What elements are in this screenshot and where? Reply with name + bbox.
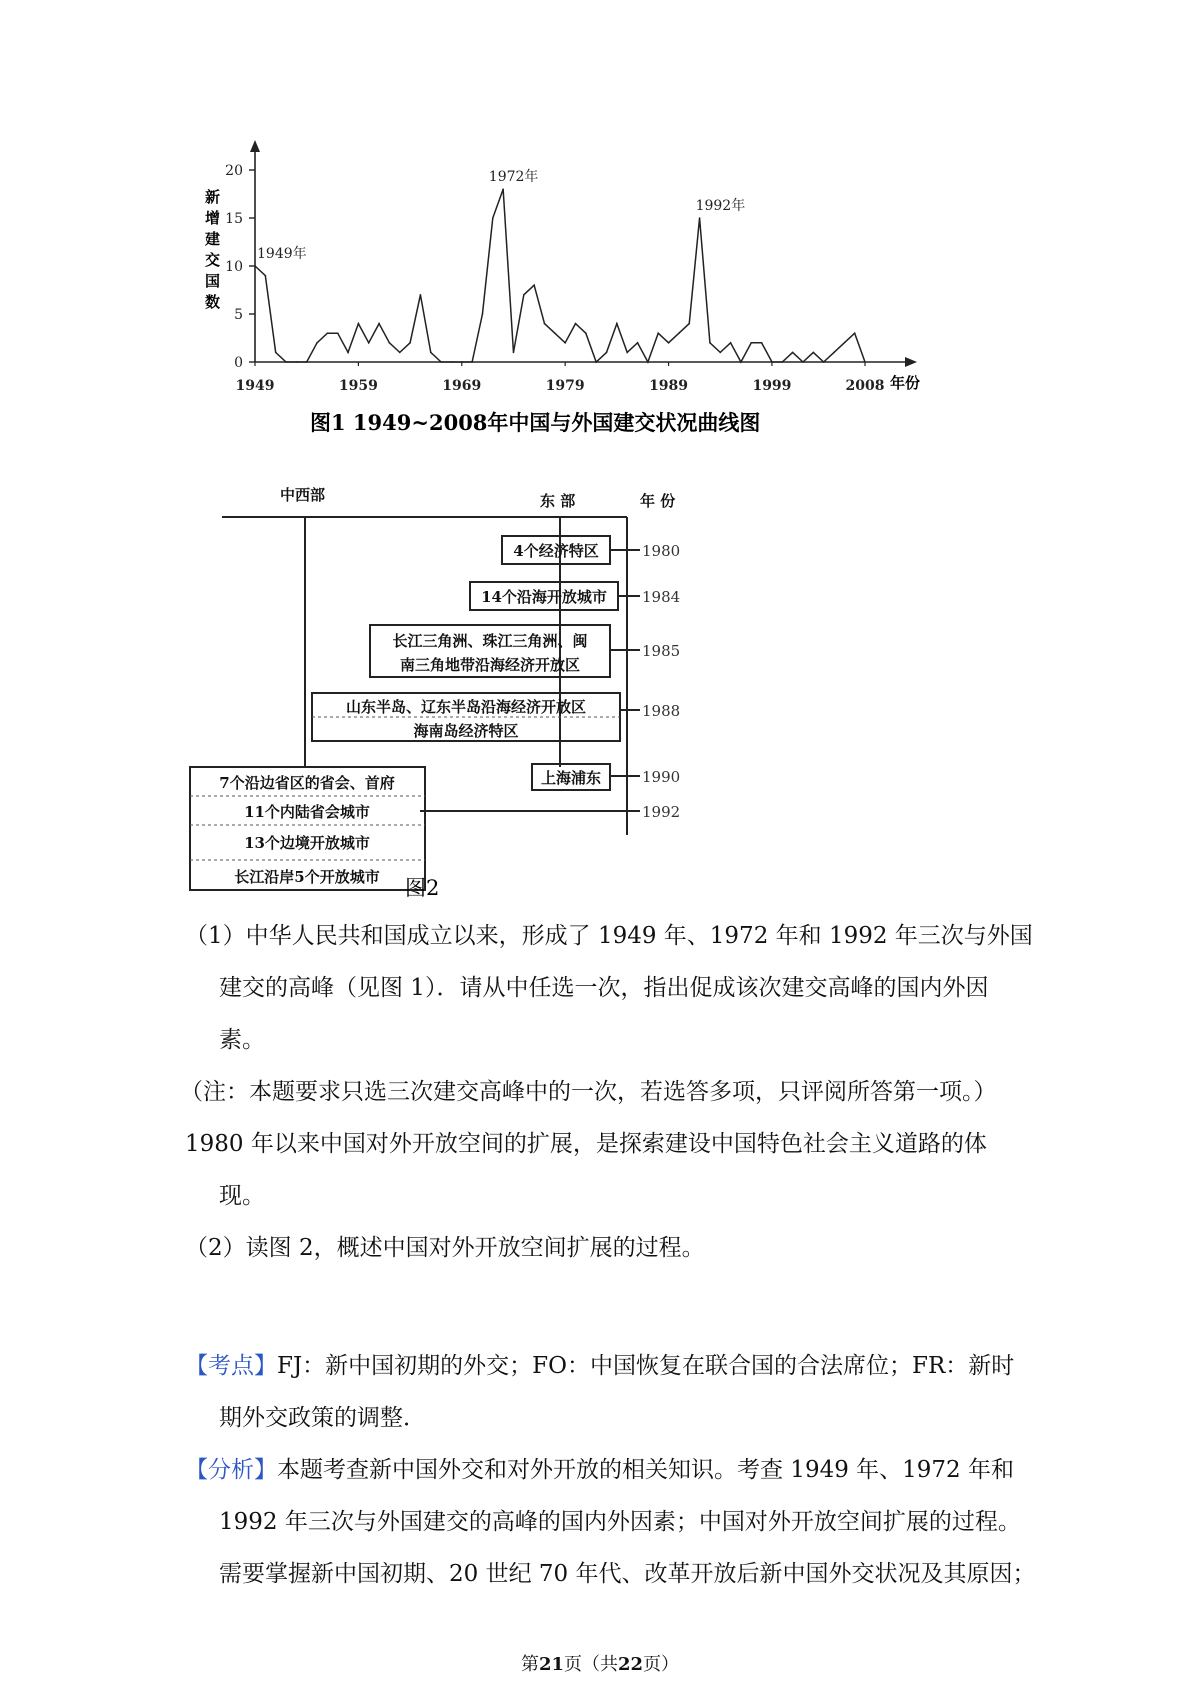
- text-line: （2）读图 2，概述中国对外开放空间扩展的过程。: [185, 1235, 705, 1261]
- data-point: [389, 342, 391, 344]
- kaodian-section: [185, 1340, 1025, 1444]
- data-point: [254, 265, 256, 267]
- west-box-text: 长江沿岸5个开放城市: [234, 868, 380, 886]
- data-point: [688, 323, 690, 325]
- data-point: [533, 284, 535, 286]
- data-point: [699, 217, 701, 219]
- east-box-text: 14个沿海开放城市: [481, 588, 607, 606]
- y-tick-label: 15: [225, 211, 243, 227]
- page-total: 22: [618, 1654, 644, 1675]
- west-box-text: 11个内陆省会城市: [244, 803, 370, 821]
- chart-axes: [250, 140, 917, 367]
- data-point: [296, 361, 298, 363]
- year-label: 1984: [642, 588, 681, 606]
- data-point: [802, 361, 804, 363]
- series-line: [255, 189, 865, 362]
- year-label: 1990: [642, 768, 681, 786]
- data-point: [564, 342, 566, 344]
- data-point: [844, 342, 846, 344]
- text-line: FJ：新中国初期的外交；FO：中国恢复在联合国的合法席位；FR：新时: [277, 1353, 1015, 1379]
- data-point: [864, 361, 866, 363]
- east-box-text: 山东半岛、辽东半岛沿海经济开放区: [345, 698, 587, 716]
- data-point: [771, 361, 773, 363]
- x-tick-label: 1999: [752, 378, 792, 394]
- text-line: 期外交政策的调整．: [219, 1405, 426, 1431]
- data-point: [678, 332, 680, 334]
- data-point: [492, 217, 494, 219]
- data-point: [523, 294, 525, 296]
- column-header-east: 东 部: [540, 492, 576, 510]
- data-point: [451, 361, 453, 363]
- data-point: [420, 294, 422, 296]
- data-point: [750, 342, 752, 344]
- data-point: [709, 342, 711, 344]
- data-point: [513, 352, 515, 354]
- text-line: 现。: [219, 1183, 265, 1209]
- data-point: [285, 361, 287, 363]
- text-line: 建交的高峰（见图 1）．请从中任选一次，指出促成该次建交高峰的国内外因: [219, 975, 989, 1001]
- text-line: （注：本题要求只选三次建交高峰中的一次，若选答多项，只评阅所答第一项。）: [180, 1079, 997, 1105]
- question-1: [185, 910, 1033, 1066]
- year-label: 1985: [642, 642, 681, 660]
- fenxi-tag: 【分析】: [185, 1457, 277, 1483]
- data-point: [657, 332, 659, 334]
- fenxi-section: [185, 1444, 1036, 1600]
- data-point: [668, 342, 670, 344]
- footer-text: 页（共: [564, 1654, 618, 1675]
- data-point: [275, 352, 277, 354]
- data-point: [430, 352, 432, 354]
- x-tick-label: 1959: [338, 378, 378, 394]
- data-point: [544, 323, 546, 325]
- text-line: 本题考查新中国外交和对外开放的相关知识。考查 1949 年、1972 年和: [277, 1457, 1014, 1483]
- x-tick-label: 1949: [235, 378, 275, 394]
- data-point: [265, 275, 267, 277]
- text-line: （1）中华人民共和国成立以来，形成了 1949 年、1972 年和 1992 年三次与外国: [185, 923, 1033, 949]
- data-point: [482, 313, 484, 315]
- note: [180, 1066, 1020, 1118]
- data-point: [399, 352, 401, 354]
- data-point: [440, 361, 442, 363]
- peak-annotation: 1949年: [257, 246, 307, 262]
- data-point: [347, 352, 349, 354]
- data-point: [575, 323, 577, 325]
- data-point: [378, 323, 380, 325]
- kaodian-tag: 【考点】: [185, 1353, 277, 1379]
- y-tick-label: 20: [225, 163, 243, 179]
- x-axis-unit: 年份: [890, 374, 921, 392]
- y-axis-label: 新增建交国数: [205, 188, 221, 311]
- data-point: [626, 352, 628, 354]
- chart-annotations: [257, 168, 745, 262]
- data-point: [358, 323, 360, 325]
- peak-annotation: 1972年: [488, 169, 539, 186]
- data-point: [719, 352, 721, 354]
- data-point: [306, 361, 308, 363]
- footer-text: 页）: [643, 1654, 680, 1675]
- text-line: 1992 年三次与外国建交的高峰的国内外因素；中国对外开放空间扩展的过程。: [219, 1509, 1021, 1535]
- question-2: [185, 1222, 1025, 1274]
- data-point: [740, 361, 742, 363]
- data-point: [813, 352, 815, 354]
- figure2-diagram: [0, 470, 1200, 910]
- x-axis-arrow: [905, 357, 917, 367]
- east-box-text: 海南岛经济特区: [413, 722, 519, 740]
- data-point: [761, 342, 763, 344]
- west-box-text: 13个边境开放城市: [244, 834, 370, 852]
- column-header-west: 中西部: [280, 486, 326, 504]
- east-box-text: 南三角地带沿海经济开放区: [399, 656, 581, 674]
- data-point: [461, 361, 463, 363]
- data-point: [833, 352, 835, 354]
- intro: [185, 1118, 1025, 1222]
- data-point: [854, 332, 856, 334]
- x-tick-label: 1979: [545, 378, 585, 394]
- data-point: [502, 188, 504, 190]
- data-point: [781, 361, 783, 363]
- page-number: 21: [538, 1654, 564, 1675]
- footer-text: 第: [520, 1654, 539, 1675]
- data-point: [792, 352, 794, 354]
- chart-series: [254, 188, 866, 362]
- east-box-text: 长江三角洲、珠江三角洲、闽: [392, 632, 588, 650]
- figure1-caption: 图1 1949~2008年中国与外国建交状况曲线图: [310, 410, 761, 435]
- text-line: 1980 年以来中国对外开放空间的扩展，是探索建设中国特色社会主义道路的体: [185, 1131, 987, 1157]
- data-point: [368, 342, 370, 344]
- data-point: [823, 361, 825, 363]
- east-box-text: 4个经济特区: [513, 542, 599, 560]
- year-label: 1988: [642, 702, 681, 720]
- peak-annotation: 1992年: [695, 198, 746, 214]
- x-tick-label: 1989: [649, 378, 689, 394]
- data-point: [637, 342, 639, 344]
- y-axis-arrow: [250, 140, 260, 152]
- page-footer: [0, 1650, 1200, 1676]
- figure1-chart: [0, 0, 1200, 450]
- data-point: [606, 352, 608, 354]
- year-axis-header: 年 份: [640, 492, 676, 510]
- data-point: [730, 342, 732, 344]
- y-tick-label: 0: [234, 355, 243, 371]
- y-tick-label: 10: [225, 259, 243, 275]
- y-tick-label: 5: [234, 307, 243, 323]
- data-point: [316, 342, 318, 344]
- text-line: 素。: [219, 1027, 265, 1053]
- data-point: [616, 323, 618, 325]
- year-label: 1992: [642, 803, 681, 821]
- east-box-text: 上海浦东: [540, 769, 602, 787]
- data-point: [554, 332, 556, 334]
- west-box-text: 7个沿边省区的省会、首府: [219, 774, 395, 792]
- x-tick-label: 2008: [845, 378, 885, 394]
- x-tick-label: 1969: [442, 378, 482, 394]
- data-point: [327, 332, 329, 334]
- year-label: 1980: [642, 542, 681, 560]
- text-line: 需要掌握新中国初期、20 世纪 70 年代、改革开放后新中国外交状况及其原因；: [219, 1561, 1036, 1587]
- data-point: [595, 361, 597, 363]
- data-point: [337, 332, 339, 334]
- figure2-caption: 图2: [405, 876, 440, 900]
- data-point: [409, 342, 411, 344]
- data-point: [647, 361, 649, 363]
- data-point: [585, 332, 587, 334]
- data-point: [471, 361, 473, 363]
